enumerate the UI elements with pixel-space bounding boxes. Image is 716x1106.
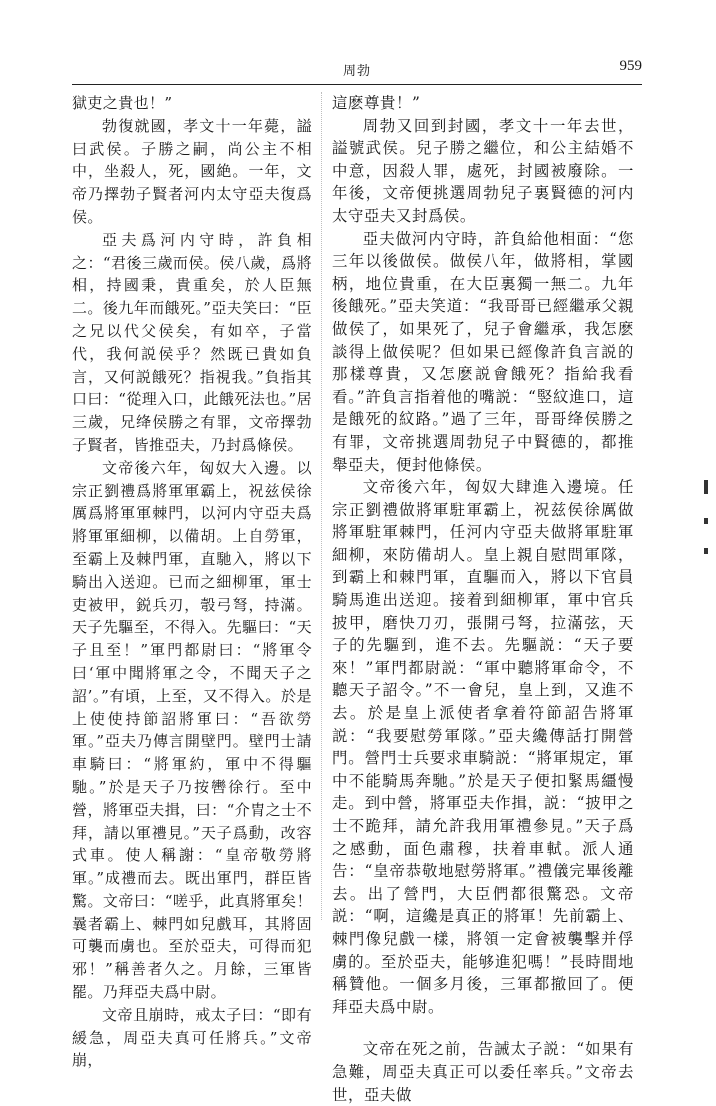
paragraph: 亞夫做河内守時，許負給他相面：“您三年以後做侯。做侯八年，做將相，掌國柄，地位貴重，在大臣裏獨一無二。九年後餓死。”亞夫笑道：“我哥哥已經繼承父親做侯了，如果死了，兒子會繼承，我怎麽談得上做侯呢？但如果已經像許負言説的那樣尊貴，又怎麽説會餓死？指給我看看。”許負言指着他的嘴説：“竪紋進口，這是餓死的紋路。”過了三年，哥哥绛侯勝之有罪，文帝挑選周勃兒子中賢德的，都推舉亞夫，便封他條侯。 [332, 229, 634, 474]
paragraph: 文帝在死之前，告誡太子説：“如果有急難，周亞夫真正可以委任率兵。”文帝去世，亞夫做 [332, 1040, 634, 1104]
scan-edge-mark [704, 518, 708, 524]
paragraph: 勃復就國，孝文十一年薨，謚曰武侯。子勝之嗣，尚公主不相中，坐殺人，死，國絶。一年，文帝乃擇勃子賢者河内太守亞夫復爲侯。 [72, 116, 312, 226]
paragraph: 文帝後六年，匈奴大肆進入邊境。任宗正劉禮做將軍駐軍霸上，祝兹侯徐厲做將軍駐軍棘門，任河内守亞夫做將軍駐軍細柳，來防備胡人。皇上親自慰問軍隊，到霸上和棘門軍，直驅而入，將以下官員騎馬進出送迎。接着到細柳軍，軍中官兵披甲，磨快刀刃，張開弓弩，拉滿弦，天子的先驅到，進不去。先驅説：“天子要來！”軍門都尉説：“軍中聽將軍命令，不聽天子詔令。”不一會兒，皇上到，又進不去。於是皇上派使者拿着符節詔告將軍説：“我要慰勞軍隊。”亞夫纔傳話打開營門。營門士兵要求車騎説：“將軍規定，軍中不能騎馬奔馳。”於是天子便扣緊馬繮慢走。到中營，將軍亞夫作揖，説：“披甲之士不跪拜，請允許我用軍禮參見。”天子爲之感動，面色肅穆，扶着車軾。派人通告：“皇帝恭敬地慰勞將軍。”禮儀完畢後離去。出了營門，大臣們都很驚恐。文帝説：“啊，這纔是真正的將軍！先前霸上、棘門像兒戲一樣，將領一定會被襲擊并俘虜的。至於亞夫，能够進犯嗎！”長時間地稱贊他。一個多月後，三軍都撤回了。便拜亞夫爲中尉。 [332, 478, 634, 1016]
column-divider [321, 92, 322, 920]
page-number: 959 [619, 58, 642, 74]
translation-column [332, 92, 634, 1104]
page-header [72, 58, 642, 82]
paragraph: 文帝後六年，匈奴大入邊。以宗正劉禮爲將軍軍霸上，祝兹侯徐厲爲將軍軍棘門，以河内守亞夫爲將軍軍細柳，以備胡。上自勞軍，至霸上及棘門軍，直馳入，將以下騎出入送迎。已而之細柳軍，軍士吏被甲，鋭兵刃，彀弓弩，持滿。天子先驅至，不得入。先驅曰：“天子且至！”軍門都尉曰：“將軍令曰‘軍中聞將軍之令，不聞天子之詔’。”有頃，上至，又不得入。於是上使使持節詔將軍曰：“吾欲勞軍。”亞夫乃傳言開壁門。壁門士請車騎曰：“將軍約，軍中不得驅馳。”於是天子乃按轡徐行。至中營，將軍亞夫揖，曰：“介胄之士不拜，請以軍禮見。”天子爲動，改容式車。使人稱謝：“皇帝敬勞將軍。”成禮而去。既出軍門，群臣皆驚。文帝曰：“嗟乎，此真將軍矣！曩者霸上、棘門如兒戲耳，其將固可襲而虜也。至於亞夫，可得而犯邪！”稱善者久之。月餘，三軍皆罷。乃拜亞夫爲中尉。 [72, 458, 312, 1002]
header-rule [72, 84, 642, 85]
paragraph: 文帝且崩時，戒太子曰：“即有緩急，周亞夫真可任將兵。”文帝崩， [72, 1005, 312, 1070]
scan-edge-mark [704, 480, 708, 494]
running-title: 周勃 [342, 64, 371, 79]
scan-edge-mark [704, 548, 708, 554]
paragraph: 獄吏之貴也！” [72, 94, 173, 112]
classical-text-column [72, 92, 312, 1070]
paragraph: 這麽尊貴！” [332, 94, 421, 112]
paragraph: 周勃又回到封國，孝文十一年去世，謚號武侯。兒子勝之繼位，和公主結婚不中意，因殺人罪，處死，封國被廢除。一年後，文帝便挑選周勃兒子裏賢德的河内太守亞夫又封爲侯。 [332, 116, 634, 225]
paragraph: 亞夫爲河内守時，許負相之：“君後三歲而侯。侯八歲，爲將相，持國秉，貴重矣，於人臣無二。後九年而餓死。”亞夫笑曰：“臣之兄以代父侯矣，有如卒，子當代，我何説侯乎？然既已貴如負言，又何説餓死？指視我。”負指其口曰：“從理入口，此餓死法也。”居三歲，兄绛侯勝之有罪，文帝擇勃子賢者，皆推亞夫，乃封爲條侯。 [72, 230, 312, 454]
